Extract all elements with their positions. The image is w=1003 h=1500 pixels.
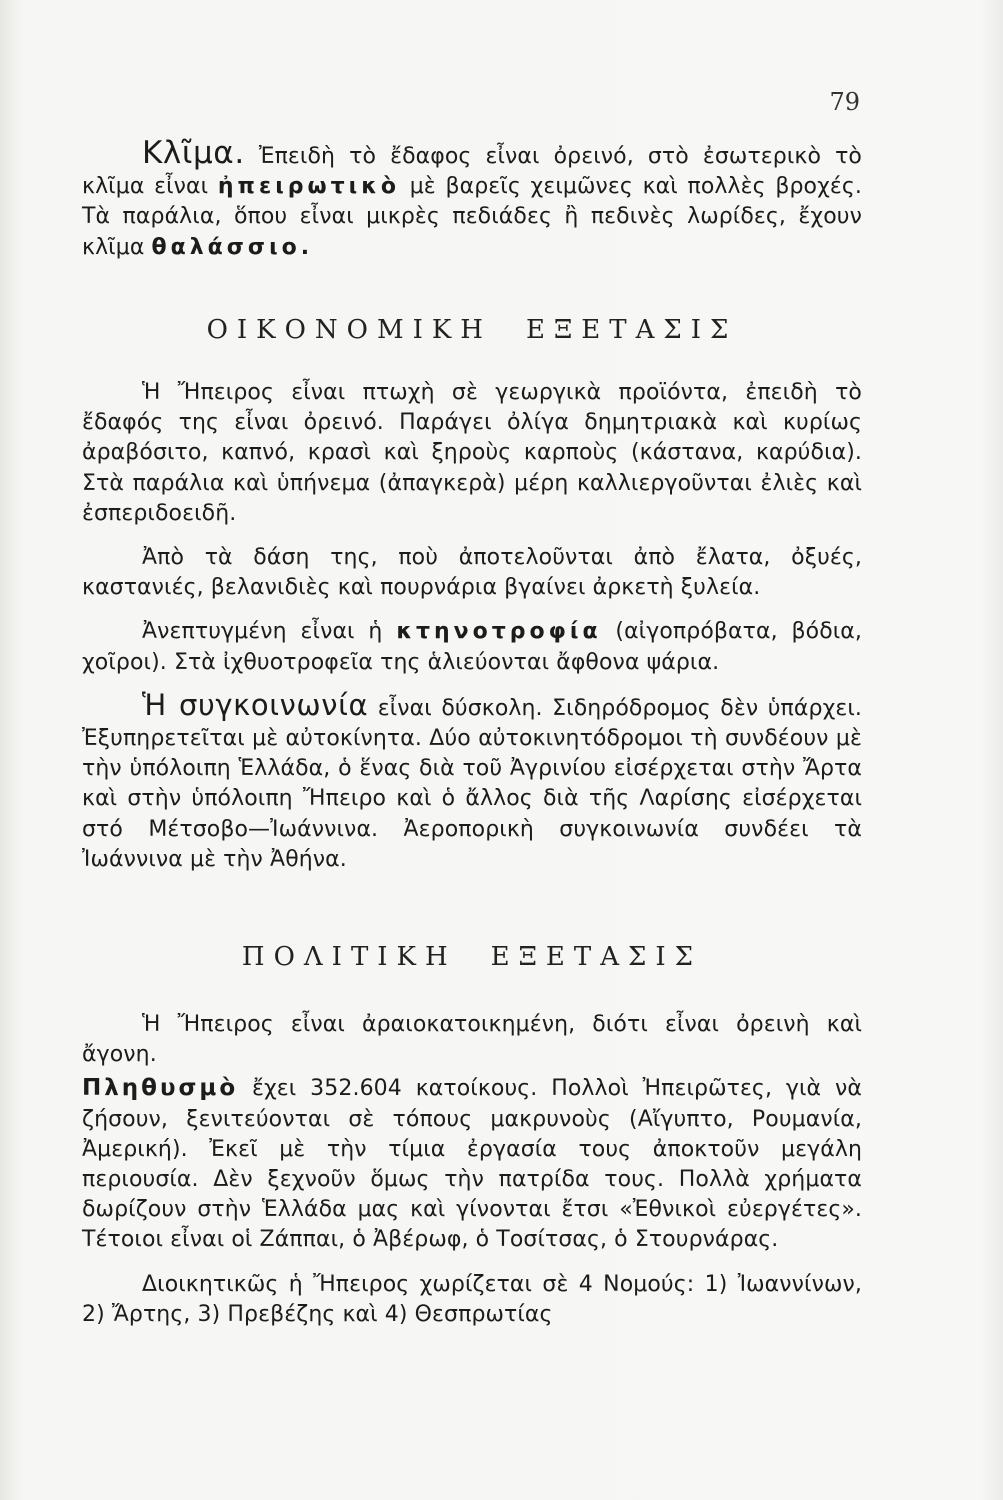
climate-emphasis-maritime: θαλάσσιο. [151,234,314,260]
transport-lead: Ἡ συγκοινωνία [142,687,369,722]
heading-economic: ΟΙΚΟΝΟΜΙΚΗ ΕΞΕΤΑΣΙΣ [206,315,738,345]
economic-paragraph-1: Ἡ Ἤπειρος εἶναι πτωχὴ σὲ γεωργικὰ προϊόντα, ἐπειδὴ τὸ ἔδαφός της εἶναι ὀρεινό. Παράγει ὀλίγα δημητριακὰ καὶ κυρίως ἀραβόσιτο, καπνό, κρασὶ καὶ ξηροὺς καρποὺς (κάστανα, καρύδια). Στὰ παράλια καὶ ὑπήνεμα (ἀπαγκερὰ) μέρη καλλιεργοῦνται ἐλιὲς καὶ ἐσπεριδοειδῆ. [82,380,862,526]
political-section [82,1010,862,1330]
climate-section [82,135,862,263]
political-paragraph-1: Ἡ Ἤπειρος εἶναι ἀραιοκατοικημένη, διότι εἶναι ὀρεινὴ καὶ ἄγονη. [82,1012,862,1068]
heading-political: ΠΟΛΙΤΙΚΗ ΕΞΕΤΑΣΙΣ [241,942,703,972]
climate-emphasis-continental: ἠπειρωτικὸ [217,174,400,200]
economic-paragraph-3: Ἀνεπτυγμένη εἶναι ἡ κτηνοτροφία (αἰγοπρόβατα, βόδια, χοῖροι). Στὰ ἰχθυοτροφεῖα της ἁλιεύονται ἄφθονα ψάρια. [82,619,862,675]
page-number: 79 [829,88,860,116]
economic-paragraph-4: Ἡ συγκοινωνία εἶναι δύσκολη. Σιδηρόδρομος δὲν ὑπάρχει. Ἐξυπηρετεῖται μὲ αὐτοκίνητα. Δύο αὐτοκινητόδρομοι τὴ συνδέουν μὲ τὴν ὑπόλοιπη Ἑλλάδα, ὁ ἕνας διὰ τοῦ Ἀγρινίου εἰσέρχεται στὴν Ἄρτα καὶ στὴν ὑπόλοιπη Ἤπειρο καὶ ὁ ἄλλος διὰ τῆς Λαρίσης εἰσέρχεται στό Μέτσοβο—Ἰωάννινα. Ἀεροπορικὴ συγκοινωνία συνδέει τὰ Ἰωάννινα μὲ τὴν Ἀθήνα. [82,687,863,872]
climate-text-2: μὲ βαρεῖς χειμῶνες καὶ πολλὲς βροχές. Τὰ παράλια, ὅπου εἶναι μικρὲς πεδιάδες ἢ πεδινὲς λωρίδες, ἔχουν κλῖμα [82,174,862,260]
political-paragraph-3: Διοικητικῶς ἡ Ἤπειρος χωρίζεται σὲ 4 Νομούς: 1) Ἰωαννίνων, 2) Ἄρτης, 3) Πρεβέζης καὶ 4) Θεσπρωτίας [82,1271,862,1327]
livestock-emphasis: κτηνοτροφία [396,619,602,645]
economic-section [82,378,862,875]
climate-text-1: Ἐπειδὴ τὸ ἔδαφος εἶναι ὀρεινό, στὸ ἐσωτερικὸ τὸ κλῖμα εἶναι [82,144,862,200]
climate-paragraph [82,135,862,263]
political-paragraph-2: Πληθυσμὸ ἔχει 352.604 κατοίκους. Πολλοὶ Ἠπειρῶτες, γιὰ νὰ ζήσουν, ξενιτεύονται σὲ τόπους μακρυνοὺς (Αἴγυπτο, Ρουμανία, Ἀμερική). Ἐκεῖ μὲ τὴν τίμια ἐργασία τους ἀποκτοῦν μεγάλη περιουσία. Δὲν ξεχνοῦν ὅμως τὴν πατρίδα τους. Πολλὰ χρήματα δωρίζουν στὴν Ἑλλάδα μας καὶ γίνονται ἔτσι «Ἐθνικοὶ εὐεργέτες». Τέτοιοι εἶναι οἱ Ζάππαι, ὁ Ἀβέρωφ, ὁ Τοσίτσας, ὁ Στουρνάρας. [82,1075,862,1253]
population-lead: Πληθυσμὸ [82,1075,239,1102]
economic-paragraph-2: Ἀπὸ τὰ δάση της, ποὺ ἀποτελοῦνται ἀπὸ ἔλατα, ὀξυές, καστανιές, βελανιδιὲς καὶ πουρνάρια βγαίνει ἀρκετὴ ξυλεία. [82,545,862,601]
climate-lead: Κλῖμα. [142,135,245,171]
